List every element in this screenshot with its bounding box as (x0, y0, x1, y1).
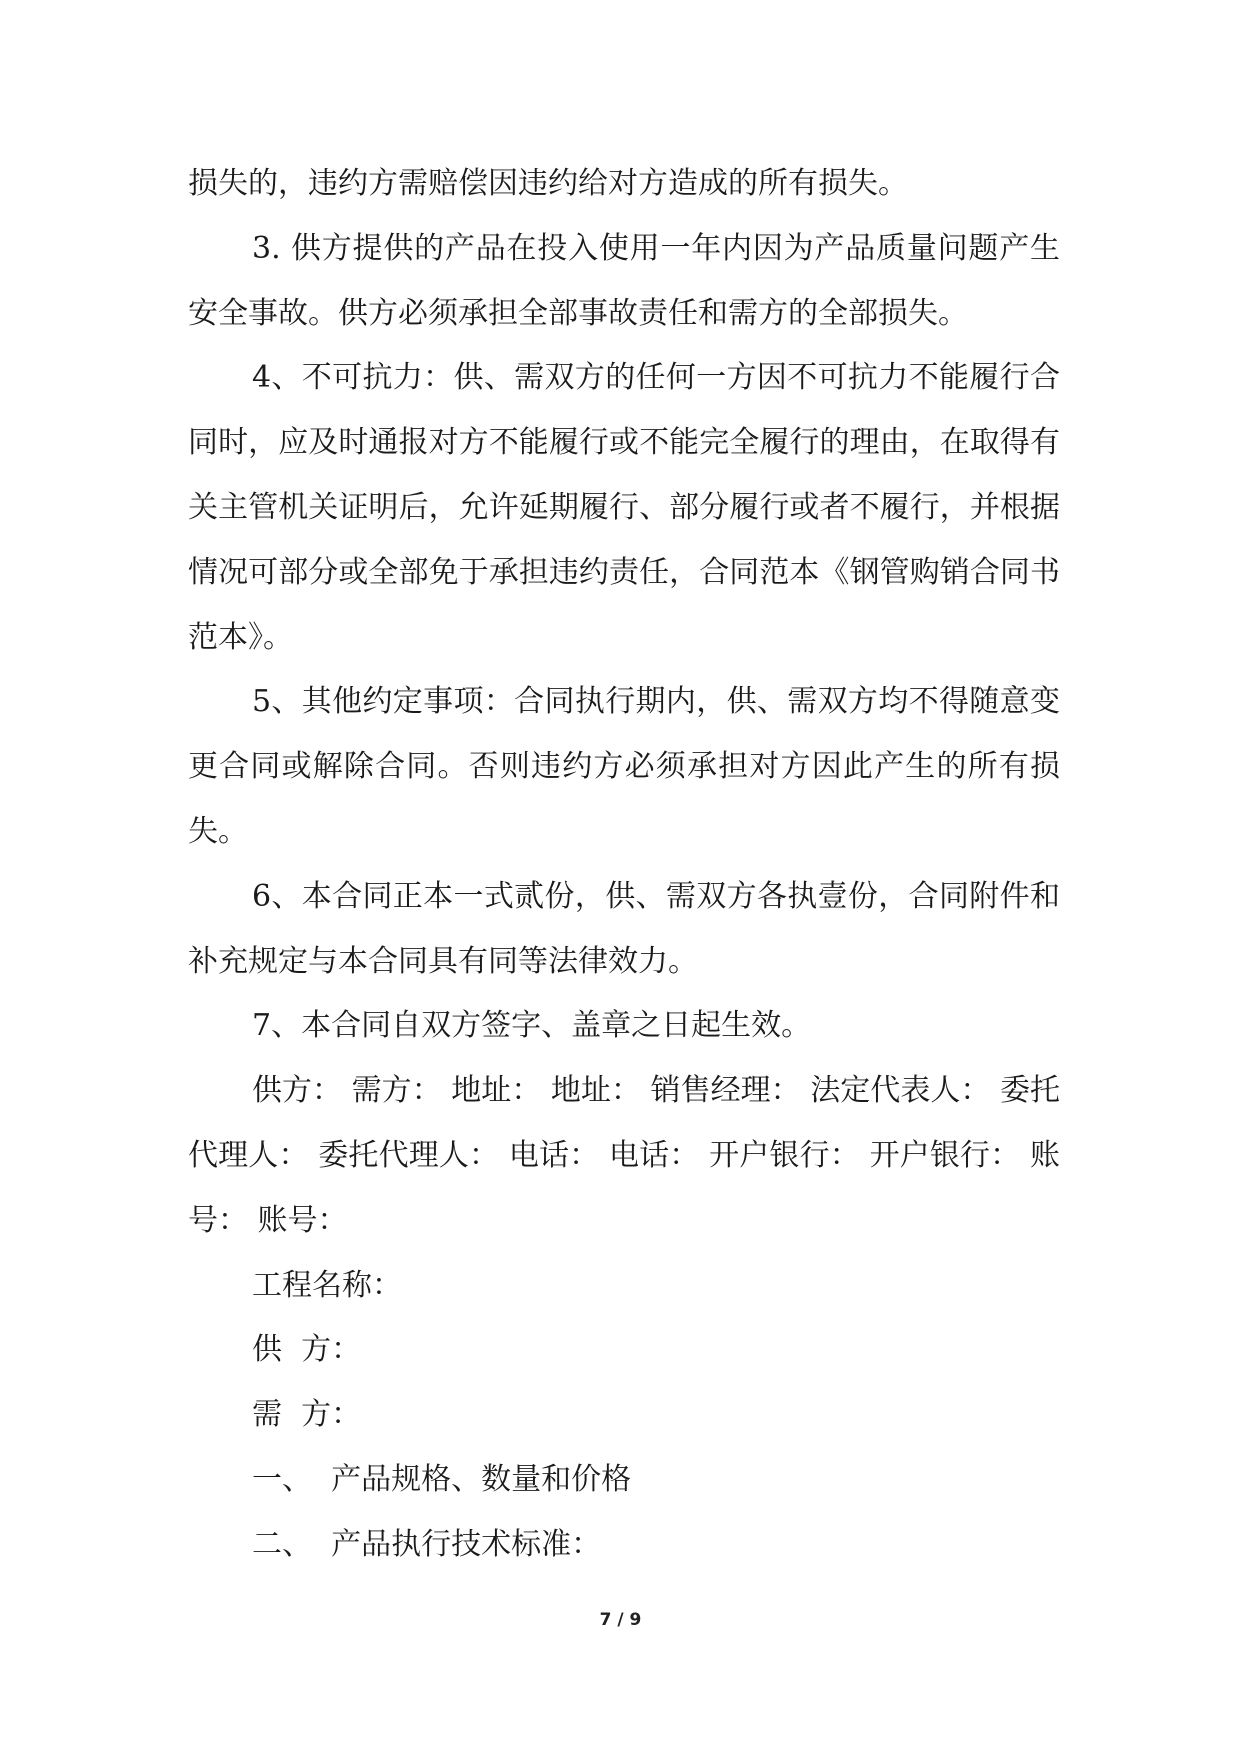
item-section-2: 二、 产品执行技术标准： (252, 1526, 602, 1562)
item-supplier: 供 方： (252, 1332, 362, 1368)
paragraph-loss-continued: 损失的，违约方需赔偿因违约给对方造成的所有损失。 (188, 166, 908, 201)
item-section-1: 一、 产品规格、数量和价格 (252, 1461, 632, 1497)
item-project-name: 工程名称： (252, 1267, 402, 1303)
item-buyer: 需 方： (252, 1397, 362, 1433)
paragraph-clause-7: 7、本合同自双方签字、盖章之日起生效。 (252, 1008, 812, 1044)
page-number: 7 / 9 (599, 1610, 642, 1630)
paragraph-signature-fields: 供方： 需方： 地址： 地址： 销售经理： 法定代表人： 委托代理人： 委托代理人： 电话： 电话： 开户银行： 开户银行： 账号： 账号： (188, 1073, 1060, 1238)
paragraph-clause-6: 6、本合同正本一式贰份，供、需双方各执壹份，合同附件和补充规定与本合同具有同等法律效力。 (188, 878, 1060, 979)
document-body (188, 152, 1060, 1578)
paragraph-clause-3: 3. 供方提供的产品在投入使用一年内因为产品质量问题产生安全事故。供方必须承担全部事故责任和需方的全部损失。 (188, 230, 1060, 331)
paragraph-clause-5: 5、其他约定事项：合同执行期内，供、需双方均不得随意变更合同或解除合同。否则违约方必须承担对方因此产生的所有损失。 (188, 684, 1060, 849)
paragraph-clause-4: 4、不可抗力：供、需双方的任何一方因不可抗力不能履行合同时，应及时通报对方不能履行或不能完全履行的理由，在取得有关主管机关证明后，允许延期履行、部分履行或者不履行，并根据情况可部分或全部免于承担违约责任，合同范本《钢管购销合同书范本》。 (188, 360, 1060, 655)
